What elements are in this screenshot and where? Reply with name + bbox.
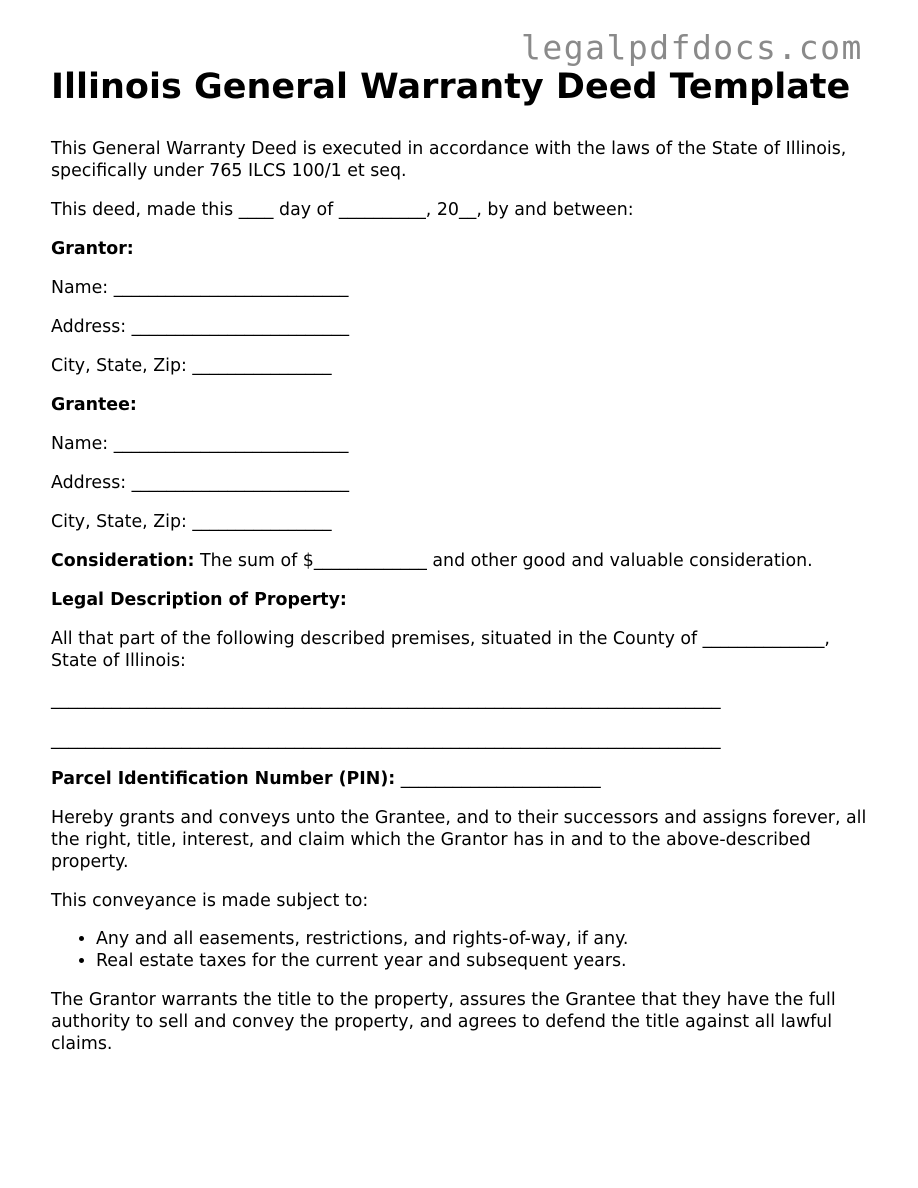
- list-item: • Any and all easements, restrictions, and rights-of-way, if any.: [96, 929, 881, 951]
- grantor-heading: Grantor:: [51, 239, 134, 259]
- watermark: legalpdfdocs.com: [521, 28, 863, 67]
- pin-label: Parcel Identification Number (PIN):: [51, 769, 396, 789]
- grantee-heading: Grantee:: [51, 395, 137, 415]
- grantee-city-field: City, State, Zip: ________________: [51, 512, 332, 532]
- grantor-city-field: City, State, Zip: ________________: [51, 356, 332, 376]
- conditions-list: [51, 929, 881, 972]
- consideration-line: [51, 550, 881, 572]
- legal-description-text: All that part of the following described premises, situated in the County of ______________, State of Illinois:: [51, 629, 830, 671]
- deed-document: [51, 66, 881, 1072]
- grantor-address-field: Address: _________________________: [51, 317, 350, 337]
- consideration-label: Consideration:: [51, 551, 195, 571]
- grantee-name-field: Name: ___________________________: [51, 434, 349, 454]
- deed-made-line: This deed, made this ____ day of __________, 20__, by and between:: [51, 200, 634, 220]
- consideration-text: The sum of $_____________ and other good and valuable consideration.: [194, 551, 813, 571]
- warranty-paragraph: The Grantor warrants the title to the property, assures the Grantee that they have the full authority to sell and convey the property, and agrees to defend the title against all lawful claims.: [51, 990, 836, 1054]
- grants-paragraph: Hereby grants and conveys unto the Grantee, and to their successors and assigns forever, all the right, title, interest, and claim which the Grantor has in and to the above-described property.: [51, 808, 867, 872]
- pin-blank: _______________________: [395, 769, 601, 789]
- legal-description-blank-line-1: _____________________________________________________________________________: [51, 690, 721, 710]
- document-title: Illinois General Warranty Deed Template: [51, 67, 851, 107]
- intro-paragraph: This General Warranty Deed is executed in accordance with the laws of the State of Illinois, specifically under 765 ILCS 100/1 et seq.: [51, 139, 847, 181]
- subject-to-line: This conveyance is made subject to:: [51, 891, 369, 911]
- legal-description-blank-line-2: _____________________________________________________________________________: [51, 730, 721, 750]
- list-item: • Real estate taxes for the current year and subsequent years.: [96, 951, 881, 973]
- pin-line: [51, 768, 881, 790]
- grantee-address-field: Address: _________________________: [51, 473, 350, 493]
- grantor-name-field: Name: ___________________________: [51, 278, 349, 298]
- legal-description-heading: Legal Description of Property:: [51, 590, 347, 610]
